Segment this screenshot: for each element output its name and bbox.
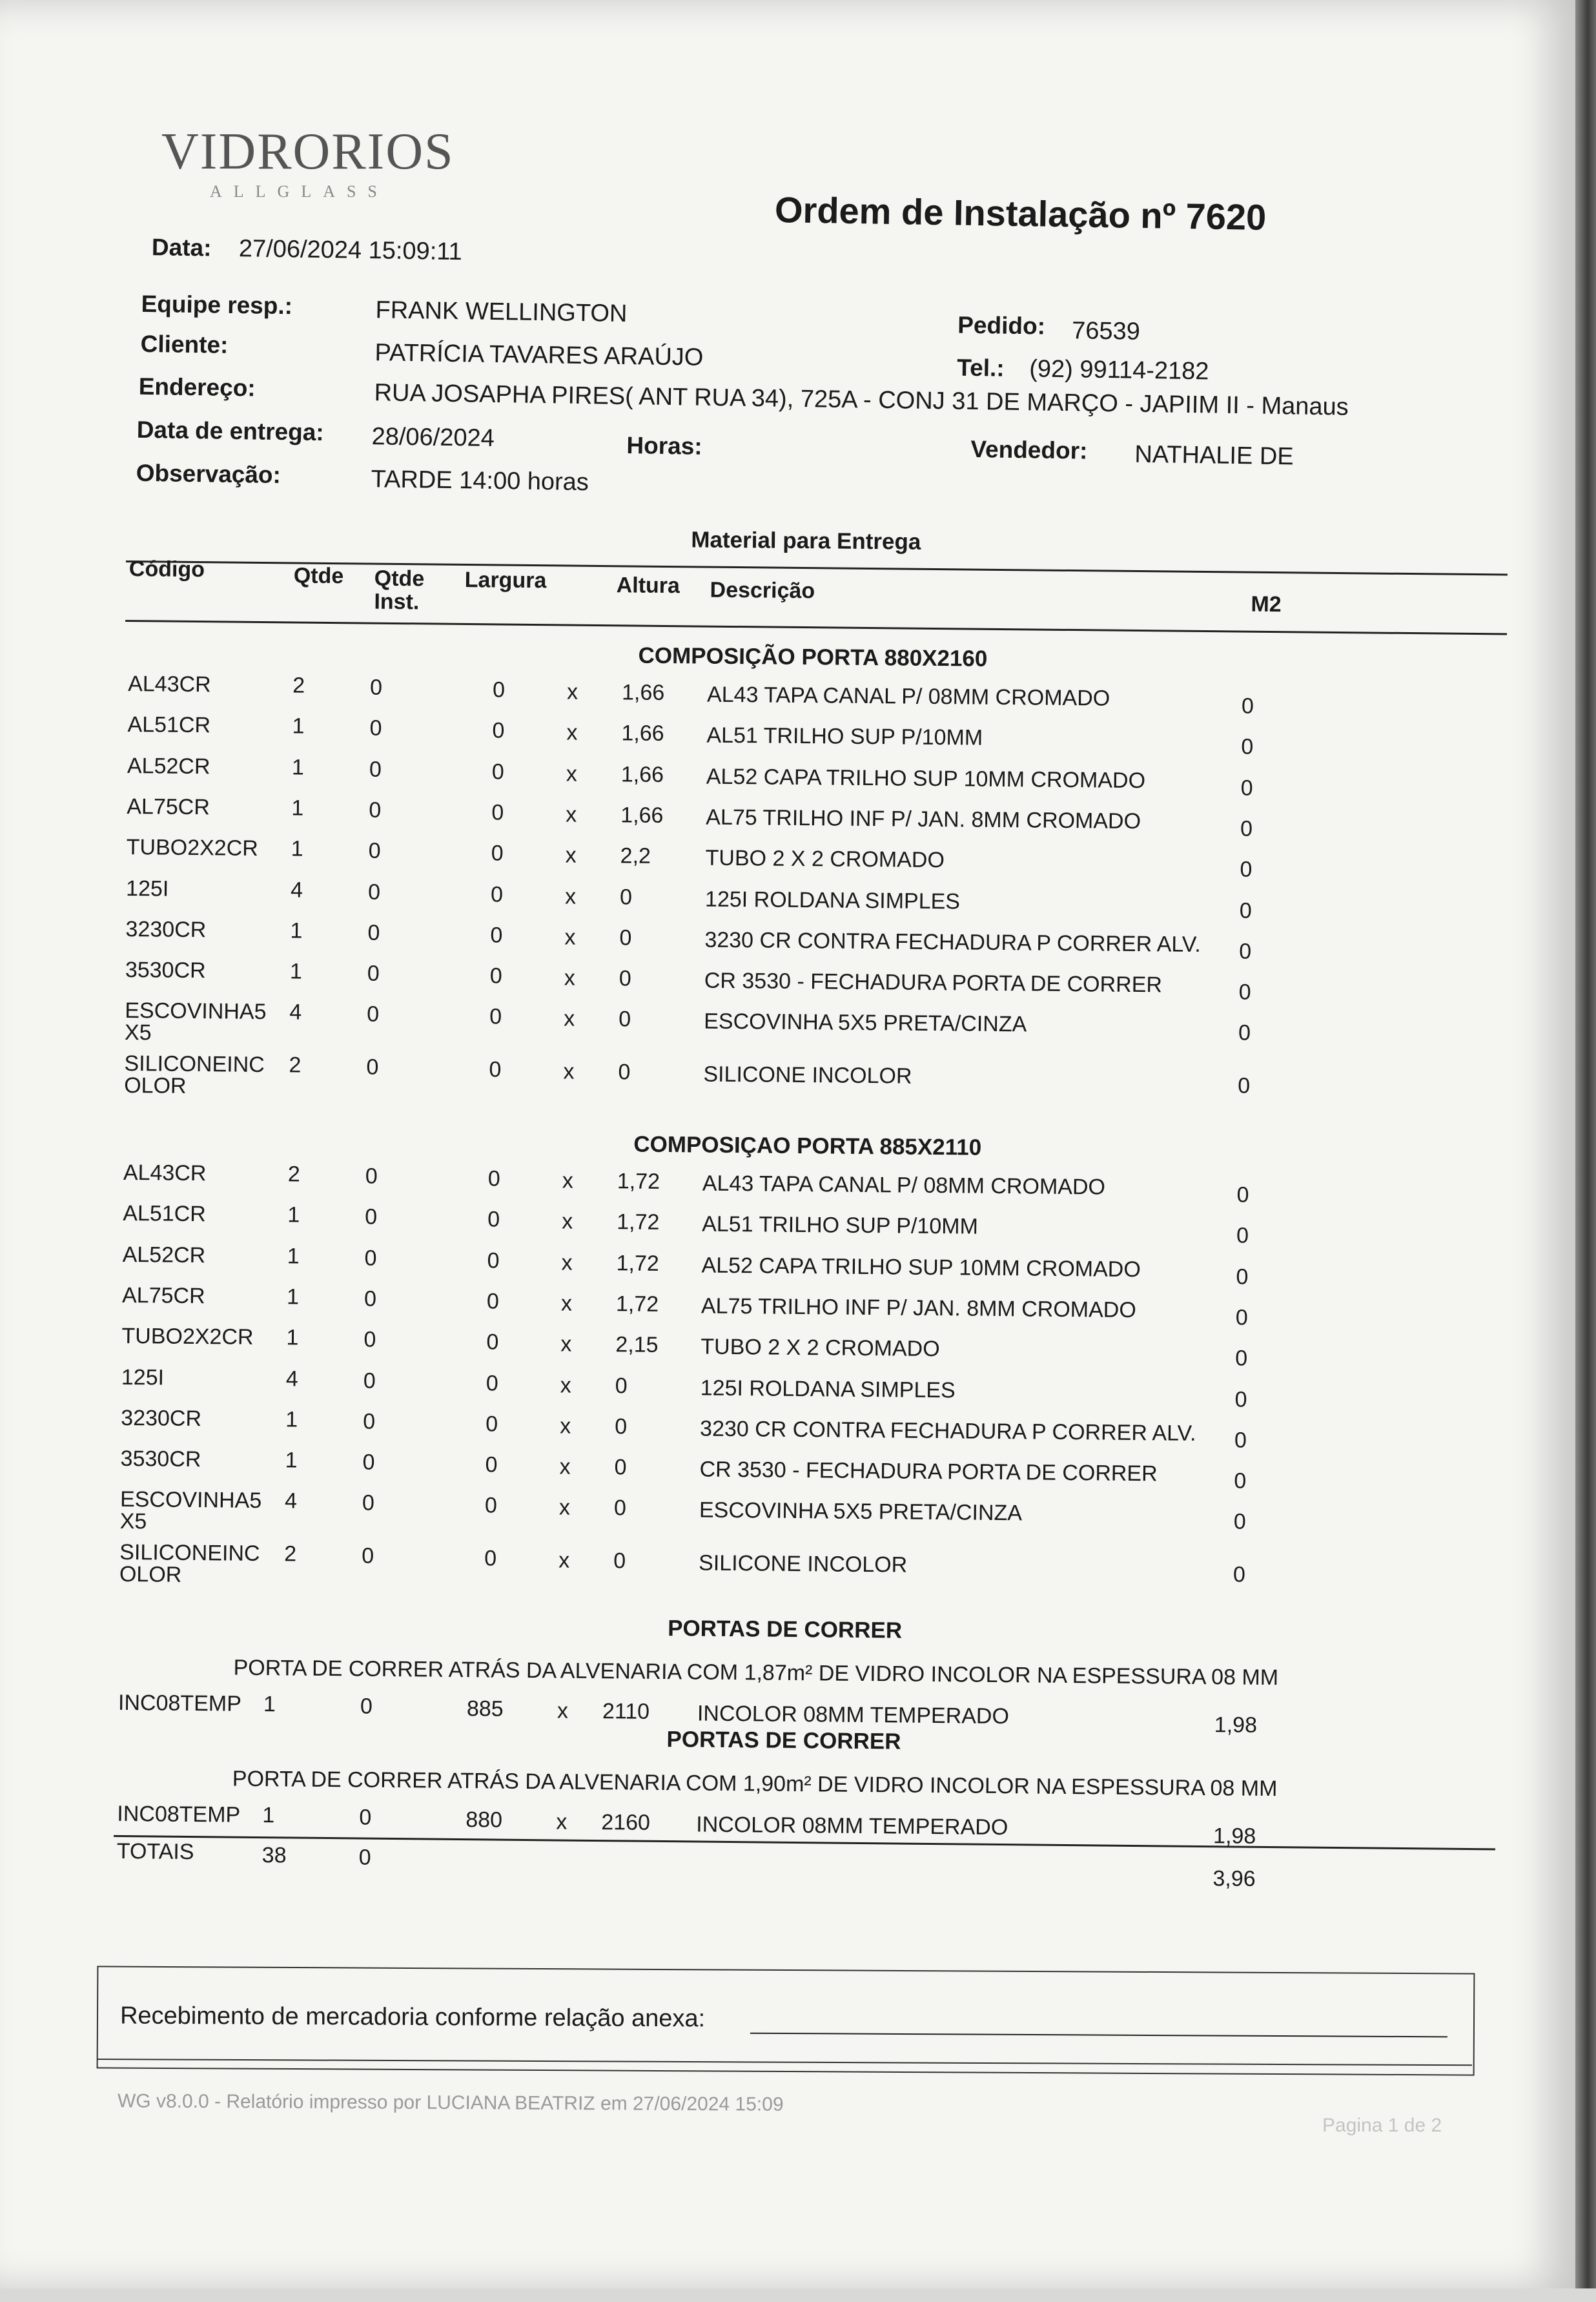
cell-m2: 0	[1241, 734, 1254, 760]
cell-codigo: AL75CR	[127, 794, 210, 820]
cell-descricao: 3230 CR CONTRA FECHADURA P CORRER ALV.	[699, 1416, 1196, 1446]
cell-altura: 1,72	[616, 1250, 659, 1276]
col-header-largura: Largura	[464, 567, 547, 593]
cell-largura: 880	[466, 1807, 503, 1833]
cell-codigo: 3230CR	[125, 916, 207, 942]
endereco-value: RUA JOSAPHA PIRES( ANT RUA 34), 725A - CONJ 31 DE MARÇO - JAPIIM II - Manaus	[374, 379, 1349, 421]
data-label: Data:	[151, 234, 212, 262]
col-header-descricao: Descrição	[710, 577, 815, 604]
cell-codigo-cont: OLOR	[124, 1073, 187, 1098]
tel-value: (92) 99114-2182	[1029, 355, 1209, 385]
section-title: COMPOSIÇAO PORTA 885X2110	[633, 1131, 982, 1160]
cell-qtde: 1	[262, 1803, 275, 1828]
cell-largura: 0	[484, 1493, 498, 1518]
cell-x: x	[565, 843, 577, 868]
cell-largura: 0	[489, 1004, 502, 1029]
cell-x: x	[561, 1250, 573, 1275]
cell-largura: 0	[491, 841, 504, 866]
cell-qtde-inst: 0	[369, 715, 382, 741]
cell-qtde-inst: 0	[367, 920, 380, 945]
cell-qtde: 2	[287, 1162, 301, 1187]
table-caption: Material para Entrega	[691, 527, 921, 555]
cell-descricao: 3230 CR CONTRA FECHADURA P CORRER ALV.	[704, 927, 1201, 957]
cell-qtde-inst: 0	[367, 961, 380, 986]
cell-descricao: ESCOVINHA 5X5 PRETA/CINZA	[704, 1009, 1027, 1037]
vendedor-value: NATHALIE DE	[1134, 440, 1294, 471]
cell-altura: 0	[619, 925, 632, 951]
cell-codigo: 125I	[121, 1364, 165, 1390]
cell-x: x	[566, 720, 578, 745]
cell-descricao: AL51 TRILHO SUP P/10MM	[702, 1211, 979, 1239]
cell-largura: 0	[486, 1330, 499, 1355]
cell-largura: 885	[466, 1696, 504, 1721]
cell-x: x	[560, 1372, 571, 1398]
cell-m2: 0	[1233, 1509, 1246, 1535]
cell-qtde-inst: 0	[366, 1054, 379, 1080]
cell-qtde-inst: 0	[363, 1368, 376, 1393]
cell-altura: 1,66	[620, 803, 664, 828]
cell-altura: 1,66	[621, 680, 665, 705]
cell-altura: 2160	[601, 1810, 651, 1835]
cell-x: x	[558, 1495, 571, 1521]
cell-codigo: AL52CR	[127, 753, 210, 779]
cell-codigo: 3230CR	[121, 1405, 202, 1431]
cell-m2: 0	[1238, 1073, 1251, 1098]
cell-m2: 0	[1239, 898, 1252, 923]
cell-qtde: 2	[289, 1053, 302, 1078]
cell-qtde-inst: 0	[367, 1002, 380, 1027]
document-title: Ordem de Instalação nº 7620	[774, 189, 1267, 238]
cell-codigo: SILICONEINC	[124, 1051, 265, 1077]
cell-descricao: AL43 TAPA CANAL P/ 08MM CROMADO	[702, 1171, 1106, 1200]
cell-x: x	[560, 1331, 572, 1357]
totais-label: TOTAIS	[116, 1838, 194, 1865]
cell-qtde: 1	[287, 1243, 300, 1269]
cell-largura: 0	[491, 800, 504, 825]
cell-codigo: AL51CR	[123, 1201, 207, 1227]
cell-qtde: 1	[287, 1202, 300, 1228]
cell-qtde: 1	[263, 1692, 276, 1717]
cell-altura: 0	[615, 1373, 628, 1398]
cell-qtde-inst: 0	[359, 1805, 372, 1830]
recebimento-label: Recebimento de mercadoria conforme relação anexa:	[119, 2002, 706, 2033]
cell-x: x	[559, 1454, 571, 1479]
cell-largura: 0	[492, 718, 505, 743]
footer-printed: WG v8.0.0 - Relatório impresso por LUCIANA BEATRIZ em 27/06/2024 15:09	[117, 2090, 784, 2115]
cell-x: x	[557, 1698, 569, 1723]
cell-codigo: INC08TEMP	[117, 1801, 241, 1827]
cell-m2: 0	[1236, 1223, 1249, 1248]
cell-descricao: AL52 CAPA TRILHO SUP 10MM CROMADO	[706, 764, 1146, 793]
tel-label: Tel.:	[957, 354, 1005, 382]
cell-altura: 1,72	[615, 1291, 659, 1317]
cell-x: x	[558, 1548, 570, 1573]
cell-qtde: 2	[284, 1541, 297, 1567]
totais-inst: 0	[358, 1845, 371, 1870]
cell-m2: 1,98	[1212, 1824, 1256, 1849]
cell-x: x	[566, 679, 578, 704]
cell-descricao: AL52 CAPA TRILHO SUP 10MM CROMADO	[701, 1253, 1141, 1282]
cell-altura: 2,2	[620, 843, 651, 868]
cell-largura: 0	[484, 1546, 497, 1571]
portas-note: PORTA DE CORRER ATRÁS DA ALVENARIA COM 1,87m² DE VIDRO INCOLOR NA ESPESSURA 08 MM	[233, 1655, 1279, 1691]
cell-codigo: 125I	[125, 876, 169, 901]
cell-codigo: AL43CR	[123, 1160, 207, 1186]
company-logo-sub: ALLGLASS	[210, 182, 389, 201]
cell-m2: 0	[1236, 1264, 1249, 1290]
page-edge-shadow	[1575, 0, 1596, 2288]
cell-altura: 2,15	[615, 1332, 659, 1358]
cell-codigo-cont: X5	[124, 1020, 152, 1045]
signature-line	[750, 2033, 1448, 2038]
cell-codigo: TUBO2X2CR	[126, 835, 258, 861]
cell-descricao: CR 3530 - FECHADURA PORTA DE CORRER	[699, 1457, 1158, 1486]
cell-m2: 0	[1238, 1020, 1251, 1046]
cell-altura: 1,72	[617, 1209, 660, 1235]
cell-largura: 0	[487, 1248, 500, 1273]
cell-largura: 0	[489, 1057, 502, 1082]
cell-codigo: TUBO2X2CR	[121, 1324, 254, 1350]
cell-x: x	[556, 1809, 568, 1834]
equipe-value: FRANK WELLINGTON	[375, 296, 628, 328]
cell-descricao: INCOLOR 08MM TEMPERADO	[697, 1701, 1010, 1729]
cell-qtde: 1	[291, 755, 305, 780]
col-header-m2: M2	[1251, 591, 1282, 617]
cell-m2: 0	[1241, 694, 1254, 719]
cell-x: x	[562, 1168, 574, 1193]
cell-x: x	[564, 884, 577, 909]
cell-largura: 0	[490, 923, 503, 948]
portas-title: PORTAS DE CORRER	[667, 1616, 903, 1643]
cell-x: x	[564, 965, 576, 991]
cell-qtde: 1	[285, 1407, 298, 1432]
cell-qtde: 1	[286, 1284, 300, 1310]
cell-m2: 0	[1238, 980, 1251, 1005]
cell-codigo: SILICONEINC	[119, 1539, 260, 1566]
cell-m2: 0	[1235, 1305, 1248, 1330]
cell-qtde: 1	[286, 1325, 299, 1350]
cell-codigo: AL75CR	[121, 1282, 205, 1309]
cell-m2: 0	[1235, 1346, 1248, 1371]
cell-largura: 0	[487, 1207, 500, 1232]
portas-title: PORTAS DE CORRER	[666, 1727, 901, 1754]
cell-altura: 0	[614, 1455, 627, 1480]
cell-codigo-cont: X5	[119, 1509, 147, 1534]
cell-qtde: 1	[292, 714, 305, 739]
cell-qtde: 4	[285, 1366, 298, 1392]
company-logo: VIDRORIOS	[161, 123, 455, 180]
cell-codigo: ESCOVINHA5	[119, 1487, 262, 1514]
cell-altura: 1,72	[617, 1169, 660, 1194]
cell-altura: 0	[613, 1548, 626, 1574]
cell-qtde-inst: 0	[365, 1204, 378, 1230]
cell-m2: 0	[1236, 1182, 1249, 1208]
cell-descricao: TUBO 2 X 2 CROMADO	[701, 1334, 940, 1362]
cell-x: x	[566, 802, 577, 827]
cell-m2: 0	[1234, 1428, 1247, 1453]
cell-qtde-inst: 0	[365, 1164, 378, 1189]
cell-qtde: 4	[289, 1000, 302, 1025]
cell-largura: 0	[491, 759, 505, 785]
cell-altura: 0	[614, 1414, 628, 1439]
cell-descricao: SILICONE INCOLOR	[698, 1550, 908, 1577]
col-header-qtde-inst: Qtde Inst.	[374, 566, 425, 615]
cell-x: x	[563, 1059, 575, 1084]
cell-qtde-inst: 0	[369, 797, 382, 823]
cell-qtde: 4	[290, 877, 303, 903]
cell-qtde-inst: 0	[369, 675, 383, 700]
entrega-label: Data de entrega:	[136, 416, 324, 446]
cell-descricao: AL51 TRILHO SUP P/10MM	[706, 723, 983, 750]
cell-qtde-inst: 0	[362, 1543, 374, 1568]
cell-descricao: AL75 TRILHO INF P/ JAN. 8MM CROMADO	[701, 1293, 1136, 1322]
table-header-rule	[125, 620, 1507, 635]
cell-m2: 0	[1240, 776, 1253, 801]
cell-x: x	[560, 1291, 573, 1316]
data-value: 27/06/2024 15:09:11	[238, 235, 463, 266]
cell-x: x	[564, 1006, 575, 1032]
cell-largura: 0	[486, 1370, 498, 1396]
entrega-value: 28/06/2024	[371, 423, 495, 452]
cell-qtde-inst: 0	[362, 1450, 375, 1475]
cell-m2: 0	[1240, 816, 1253, 841]
cell-largura: 0	[486, 1412, 498, 1437]
cell-m2: 0	[1234, 1387, 1247, 1412]
cell-altura: 0	[619, 884, 633, 910]
cell-descricao: CR 3530 - FECHADURA PORTA DE CORRER	[704, 968, 1163, 998]
col-header-altura: Altura	[616, 573, 680, 599]
cell-qtde: 1	[285, 1448, 298, 1473]
cell-descricao: AL75 TRILHO INF P/ JAN. 8MM CROMADO	[706, 805, 1141, 834]
pedido-value: 76539	[1071, 317, 1141, 345]
cell-qtde-inst: 0	[368, 838, 381, 863]
cell-largura: 0	[490, 881, 504, 907]
cell-qtde: 1	[289, 959, 303, 984]
cell-qtde: 4	[284, 1488, 298, 1514]
cell-descricao: 125I ROLDANA SIMPLES	[700, 1375, 956, 1403]
footer-page: Pagina 1 de 2	[1322, 2115, 1442, 2136]
equipe-label: Equipe resp.:	[141, 290, 293, 320]
cell-qtde-inst: 0	[369, 757, 382, 782]
cell-largura: 0	[492, 677, 506, 703]
pedido-label: Pedido:	[957, 311, 1046, 340]
cliente-label: Cliente:	[140, 330, 229, 358]
cell-altura: 0	[618, 1059, 631, 1085]
cell-x: x	[566, 761, 578, 786]
col-header-codigo: Código	[128, 557, 205, 582]
cell-qtde-inst: 0	[367, 879, 381, 905]
cell-x: x	[564, 925, 576, 950]
cell-largura: 0	[485, 1452, 498, 1477]
endereco-label: Endereço:	[138, 373, 256, 402]
cell-descricao: TUBO 2 X 2 CROMADO	[705, 845, 945, 873]
cell-m2: 0	[1233, 1562, 1246, 1587]
cell-codigo: AL52CR	[122, 1242, 206, 1268]
cell-x: x	[562, 1209, 573, 1234]
section-title: COMPOSIÇÃO PORTA 880X2160	[638, 642, 988, 672]
totais-qtde: 38	[261, 1843, 287, 1868]
cell-largura: 0	[487, 1166, 500, 1191]
cell-qtde: 1	[291, 836, 303, 861]
cell-descricao: INCOLOR 08MM TEMPERADO	[696, 1812, 1008, 1840]
cell-altura: 1,66	[621, 721, 664, 746]
observacao-label: Observação:	[136, 459, 281, 489]
cell-altura: 0	[613, 1495, 627, 1521]
cell-qtde-inst: 0	[363, 1286, 377, 1311]
cliente-value: PATRÍCIA TAVARES ARAÚJO	[374, 339, 704, 371]
cell-qtde: 1	[290, 918, 303, 943]
cell-qtde: 2	[292, 673, 305, 698]
cell-qtde-inst: 0	[363, 1409, 376, 1434]
cell-descricao: AL43 TAPA CANAL P/ 08MM CROMADO	[706, 682, 1110, 711]
cell-m2: 0	[1239, 939, 1252, 964]
cell-codigo: 3530CR	[120, 1446, 201, 1472]
cell-x: x	[560, 1413, 571, 1439]
cell-altura: 0	[619, 1007, 631, 1032]
cell-m2: 0	[1234, 1468, 1247, 1494]
cell-largura: 0	[486, 1289, 500, 1314]
cell-codigo: INC08TEMP	[118, 1690, 242, 1716]
horas-label: Horas:	[626, 432, 702, 460]
cell-codigo-cont: OLOR	[119, 1561, 182, 1587]
cell-qtde-inst: 0	[362, 1490, 375, 1516]
cell-largura: 0	[489, 963, 502, 989]
cell-codigo: ESCOVINHA5	[125, 998, 267, 1025]
cell-qtde-inst: 0	[364, 1246, 377, 1271]
cell-altura: 2110	[602, 1699, 650, 1724]
cell-descricao: 125I ROLDANA SIMPLES	[704, 887, 961, 914]
cell-altura: 0	[619, 966, 631, 991]
cell-m2: 1,98	[1214, 1712, 1258, 1738]
cell-qtde: 1	[291, 796, 304, 821]
portas-note: PORTA DE CORRER ATRÁS DA ALVENARIA COM 1,90m² DE VIDRO INCOLOR NA ESPESSURA 08 MM	[232, 1766, 1278, 1802]
cell-codigo: AL51CR	[127, 712, 211, 738]
cell-codigo: 3530CR	[125, 958, 206, 983]
cell-codigo: AL43CR	[128, 671, 211, 697]
observacao-value: TARDE 14:00 horas	[371, 466, 589, 497]
cell-altura: 1,66	[620, 761, 664, 787]
cell-descricao: ESCOVINHA 5X5 PRETA/CINZA	[699, 1497, 1023, 1526]
col-header-qtde: Qtde	[293, 563, 344, 589]
totais-m2: 3,96	[1212, 1866, 1256, 1891]
cell-m2: 0	[1240, 857, 1253, 882]
cell-descricao: SILICONE INCOLOR	[703, 1062, 912, 1089]
vendedor-label: Vendedor:	[970, 435, 1088, 464]
cell-qtde-inst: 0	[360, 1694, 373, 1719]
cell-qtde-inst: 0	[363, 1327, 376, 1352]
